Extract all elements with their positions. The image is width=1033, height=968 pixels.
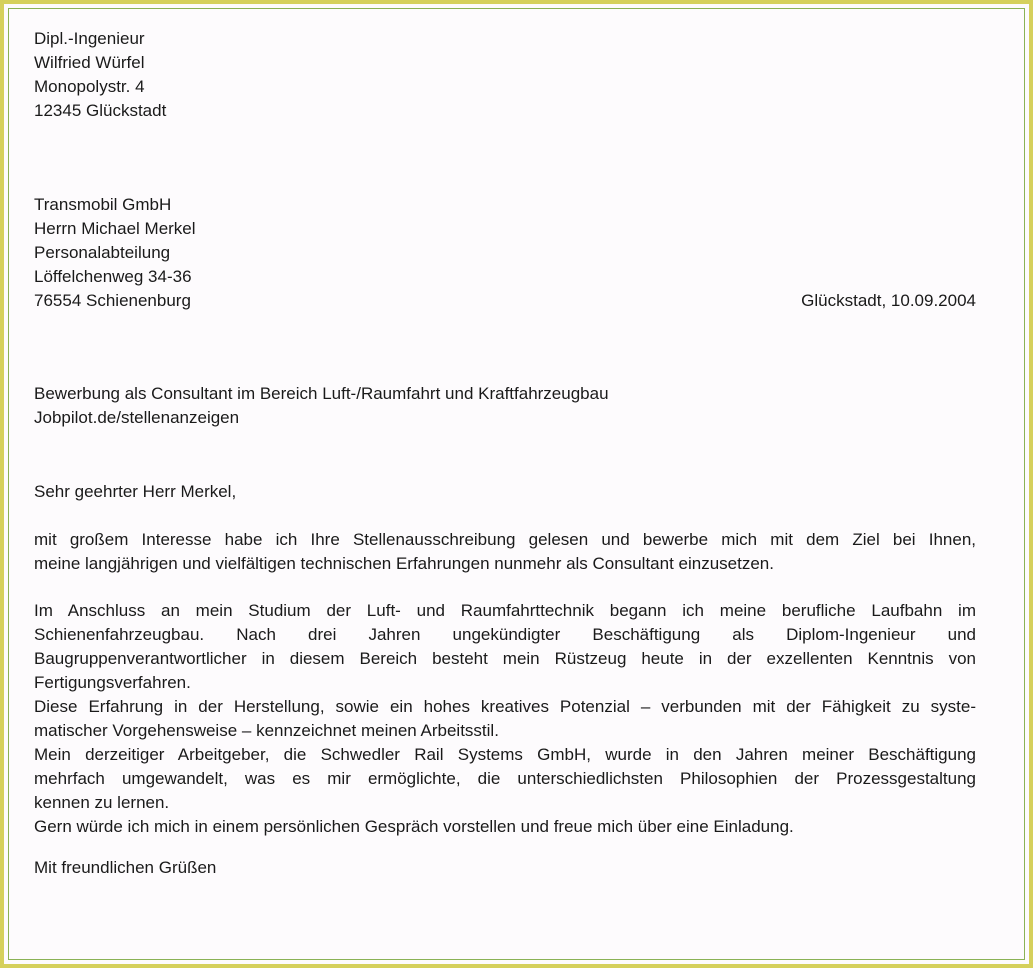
paragraph-line: Diese Erfahrung in der Herstellung, sowie ein hohes kreatives Potenzial – verbunden mit der Fähigkeit zu syste- — [34, 697, 976, 716]
recipient-department: Personalabteilung — [34, 243, 171, 262]
paragraph-line: meine langjährigen und vielfältigen technischen Erfahrungen nunmehr als Consultant einzusetzen. — [34, 554, 774, 573]
salutation-text: Sehr geehrter Herr Merkel, — [34, 482, 237, 501]
sender-street: Monopolystr. 4 — [34, 77, 145, 96]
paragraph-line: kennen zu lernen. — [34, 793, 170, 812]
paragraph-line: Mein derzeitiger Arbeitgeber, die Schwedler Rail Systems GmbH, wurde in den Jahren meiner Beschäftigung — [34, 745, 976, 764]
paragraph-intro — [34, 528, 976, 576]
subject — [34, 382, 976, 430]
subject-line: Bewerbung als Consultant im Bereich Luft-/Raumfahrt und Kraftfahrzeugbau — [34, 384, 609, 403]
sender-name: Wilfried Würfel — [34, 53, 145, 72]
salutation — [34, 480, 976, 504]
recipient-contact: Herrn Michael Merkel — [34, 219, 196, 238]
sender-address — [34, 27, 976, 123]
paragraph-main — [34, 599, 976, 839]
sender-title: Dipl.-Ingenieur — [34, 29, 145, 48]
subject-source: Jobpilot.de/stellenanzeigen — [34, 408, 240, 427]
paragraph-line: mehrfach umgewandelt, was es mir ermöglichte, die unterschiedlichsten Philosophien der Prozessgestaltung — [34, 769, 976, 788]
paragraph-line: Gern würde ich mich in einem persönlichen Gespräch vorstellen und freue mich über eine Einladung. — [34, 817, 794, 836]
recipient-company: Transmobil GmbH — [34, 195, 172, 214]
recipient-street: Löffelchenweg 34-36 — [34, 267, 192, 286]
sender-city: 12345 Glückstadt — [34, 101, 167, 120]
place-date: Glückstadt, 10.09.2004 — [801, 291, 976, 310]
paragraph-line: matischer Vorgehensweise – kennzeichnet meinen Arbeitsstil. — [34, 721, 499, 740]
paragraph-line: Fertigungsverfahren. — [34, 673, 191, 692]
closing-text: Mit freundlichen Grüßen — [34, 858, 217, 877]
paragraph-line: Baugruppenverantwortlicher in diesem Bereich besteht mein Rüstzeug heute in der exzellenten Kenntnis von — [34, 649, 976, 668]
closing — [34, 856, 976, 880]
paragraph-line: Schienenfahrzeugbau. Nach drei Jahren ungekündigter Beschäftigung als Diplom-Ingenieur und — [34, 625, 976, 644]
recipient-city: 76554 Schienenburg — [34, 291, 191, 310]
paragraph-line: Im Anschluss an mein Studium der Luft- und Raumfahrttechnik begann ich meine berufliche Laufbahn im — [34, 601, 976, 620]
paragraph-line: mit großem Interesse habe ich Ihre Stellenausschreibung gelesen und bewerbe mich mit dem Ziel bei Ihnen, — [34, 530, 976, 549]
